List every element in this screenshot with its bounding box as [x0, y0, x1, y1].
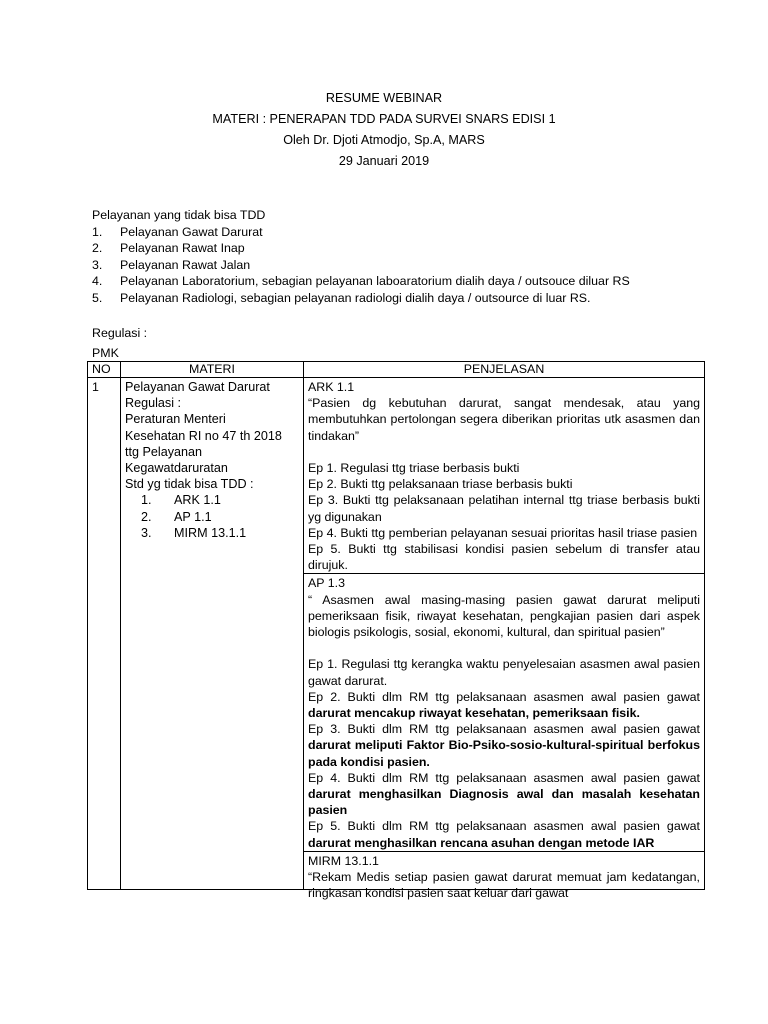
ark-quote: “Pasien dg kebutuhan darurat, sangat mendesak, atau yang membutuhkan pertolongan segera diberikan prioritas utk asasmen dan tindakan”	[308, 396, 700, 443]
ark-cell	[304, 378, 705, 574]
regulasi-label: Regulasi :	[92, 326, 148, 340]
header-materi: MATERI	[121, 362, 304, 378]
materi-std-item: 3. MIRM 13.1.1	[141, 525, 247, 540]
ap-ep: Ep 5. Bukti dlm RM ttg pelaksanaan asasmen awal pasien gawat darurat menghasilkan rencana asuhan dengan metode IAR	[308, 819, 700, 850]
header-date: 29 Januari 2019	[338, 154, 430, 168]
list-item: 3. Pelayanan Rawat Jalan	[92, 257, 251, 272]
document-header	[0, 88, 768, 172]
materi-title: Pelayanan Gawat Darurat	[125, 380, 270, 394]
service-list	[92, 224, 692, 307]
materi-std-heading: Std yg tidak bisa TDD :	[125, 477, 254, 492]
ark-title: ARK 1.1	[308, 380, 355, 394]
ark-ep: Ep 3. Bukti ttg pelaksanaan pelatihan internal ttg triase berbasis bukti yg digunakan	[308, 493, 700, 524]
mirm-quote: “Rekam Medis setiap pasien gawat darurat memuat jam kedatangan, ringkasan kondisi pasien saat keluar dari gawat	[308, 870, 700, 901]
ark-ep: Ep 4. Bukti ttg pemberian pelayanan sesuai prioritas hasil triase pasien	[308, 525, 698, 540]
ark-ep: Ep 2. Bukti ttg pelaksanaan triase berbasis bukti	[308, 477, 573, 492]
row-number: 1	[88, 378, 121, 890]
materi-line: Kesehatan RI no 47 th 2018	[125, 428, 282, 443]
header-materi: MATERI : PENERAPAN TDD PADA SURVEI SNARS EDISI 1	[212, 112, 556, 126]
table-row	[88, 378, 705, 574]
ap-quote: “ Asasmen awal masing-masing pasien gawat darurat meliputi pemeriksaan fisik, riwayat kesehatan, pengkajian pasien dari aspek biologis psikologis, sosial, ekonomi, kultural, dan spiritual pasien”	[308, 592, 700, 640]
regulation-table	[87, 361, 705, 901]
materi-regulasi: Regulasi :	[125, 396, 182, 411]
header-no: NO	[88, 362, 121, 378]
ark-ep: Ep 1. Regulasi ttg triase berbasis bukti	[308, 461, 520, 475]
materi-std-item: 2. AP 1.1	[141, 509, 212, 524]
regulasi-section	[92, 323, 147, 363]
list-item: 5. Pelayanan Radiologi, sebagian pelayanan radiologi dialih daya / outsource di luar RS.	[92, 290, 591, 305]
ap-ep: Ep 4. Bukti dlm RM ttg pelaksanaan asasmen awal pasien gawat darurat menghasilkan Diagnosis awal dan masalah kesehatan pasien	[308, 770, 700, 818]
materi-line: Kegawatdaruratan	[125, 461, 228, 476]
list-item: 2. Pelayanan Rawat Inap	[92, 241, 245, 255]
ark-ep: Ep 5. Bukti ttg stabilisasi kondisi pasien sebelum di transfer atau dirujuk.	[308, 542, 700, 573]
list-item: 1. Pelayanan Gawat Darurat	[92, 224, 263, 239]
table-header-row	[88, 362, 705, 378]
ap-ep: Ep 3. Bukti dlm RM ttg pelaksanaan asasmen awal pasien gawat darurat meliputi Faktor Bio-Psiko-sosio-kultural-spiritual berfokus pada kondisi pasien.	[308, 722, 700, 769]
intro-section	[92, 207, 692, 306]
regulasi-sub: PMK	[92, 346, 119, 360]
materi-std-item: 1. ARK 1.1	[141, 493, 221, 508]
intro-heading: Pelayanan yang tidak bisa TDD	[92, 208, 266, 222]
header-penjelasan: PENJELASAN	[304, 362, 705, 378]
ap-ep: Ep 2. Bukti dlm RM ttg pelaksanaan asasmen awal pasien gawat darurat mencakup riwayat kesehatan, pemeriksaan fisik.	[308, 689, 700, 721]
ap-ep: Ep 1. Regulasi ttg kerangka waktu penyelesaian asasmen awal pasien gawat darurat.	[308, 657, 700, 688]
list-item: 4. Pelayanan Laboratorium, sebagian pelayanan laboaratorium dialih daya / outsouce diluar RS	[92, 274, 630, 288]
ap-title: AP 1.3	[308, 576, 345, 591]
materi-line: Peraturan Menteri	[125, 412, 226, 427]
materi-line: ttg Pelayanan	[125, 444, 203, 459]
materi-cell	[121, 378, 304, 890]
header-title: RESUME WEBINAR	[325, 91, 443, 105]
mirm-title: MIRM 13.1.1	[308, 853, 379, 868]
header-author: Oleh Dr. Djoti Atmodjo, Sp.A, MARS	[283, 133, 485, 147]
mirm-cell	[304, 851, 705, 901]
ap-cell	[304, 574, 705, 851]
